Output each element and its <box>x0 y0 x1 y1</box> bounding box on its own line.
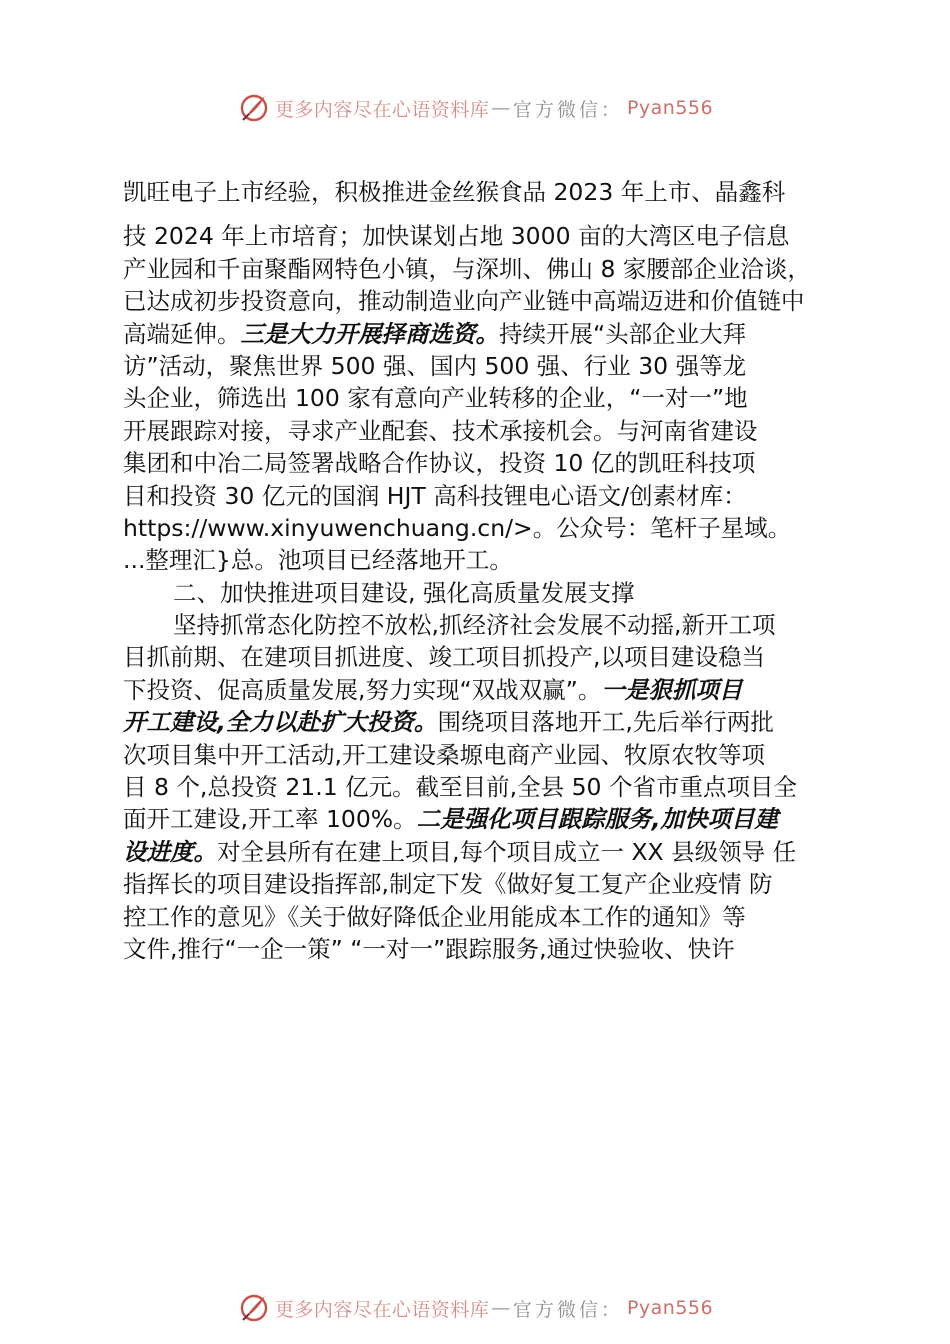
text-line <box>123 674 835 706</box>
text-run: 对全县所有在建上项目,每个项目成立一 XX 县级领导 任 <box>217 837 797 866</box>
emphasis-heading: 一是狠抓项目 <box>601 675 743 704</box>
text-line: 访”活动，聚焦世界 500 强、国内 500 强、行业 30 强等龙 <box>123 351 747 380</box>
text-run: 围绕项目落地开工,先后举行两批 <box>437 708 774 737</box>
text-line: ...整理汇}总。池项目已经落地开工。 <box>123 546 513 575</box>
text-line: 文件,推行“一企一策” “一对一”跟踪服务,通过快验收、快许 <box>123 934 735 963</box>
text-line: 坚持抓常态化防控不放松,抓经济社会发展不动摇,新开工项 <box>173 611 776 640</box>
banner-official-label: 官方微信： <box>512 98 623 121</box>
emphasis-heading: 三是大力开展择商选资。 <box>240 319 499 348</box>
text-line <box>123 803 835 835</box>
header-watermark-banner <box>0 88 950 128</box>
text-line: 控工作的意见》《关于做好降低企业用能成本工作的通知》等 <box>123 902 746 931</box>
url-text-line: https://www.xinyuwenchuang.cn/>。公众号：笔杆子星域。 <box>123 513 792 542</box>
emphasis-heading: 设进度。 <box>123 837 217 866</box>
text-line: 集团和中冶二局签署战略合作协议，投资 10 亿的凯旺科技项 <box>123 449 756 478</box>
banner-wechat-id: Pyan556 <box>626 97 714 119</box>
text-run: 面开工建设,开工率 100%。 <box>123 805 417 834</box>
banner-text: 更多内容尽在心语资料库 <box>274 1298 490 1321</box>
banner-text: 更多内容尽在心语资料库 <box>274 98 490 121</box>
text-line: 凯旺电子上市经验，积极推进金丝猴食品 2023 年上市、晶鑫科 <box>123 178 786 206</box>
text-line: 次项目集中开工活动,开工建设桑塬电商产业园、牧原农牧等项 <box>123 740 765 769</box>
text-line <box>123 836 835 868</box>
text-line: 目 8 个,总投资 21.1 亿元。截至目前,全县 50 个省市重点项目全 <box>123 773 797 802</box>
text-line: 目抓前期、在建项目抓进度、竣工项目抓投产,以项目建设稳当 <box>123 643 765 672</box>
banner-dash: — <box>491 1297 511 1319</box>
text-run: 高端延伸。 <box>123 319 241 348</box>
feather-pen-circle-icon <box>237 1291 271 1325</box>
text-run: 下投资、促高质量发展,努力实现“双战双赢”。 <box>123 675 602 704</box>
banner-wechat-id: Pyan556 <box>626 1297 714 1319</box>
text-line <box>123 318 835 350</box>
text-line: 指挥长的项目建设指挥部,制定下发《做好复工复产企业疫情 防 <box>123 870 773 899</box>
text-run: 持续开展“头部企业大拜 <box>499 319 747 348</box>
document-body <box>123 176 835 965</box>
text-line: 已达成初步投资意向，推动制造业向产业链中高端迈进和价值链中 <box>123 287 805 316</box>
text-line: 目和投资 30 亿元的国润 HJT 高科技锂电心语文/创素材库： <box>123 481 747 510</box>
emphasis-heading: 二是强化项目跟踪服务,加快项目建 <box>416 805 779 834</box>
feather-pen-circle-icon <box>237 91 271 125</box>
footer-watermark-banner <box>0 1288 950 1328</box>
section-heading: 二、加快推进项目建设, 强化高质量发展支撑 <box>173 578 635 607</box>
text-line: 开展跟踪对接，寻求产业配套、技术承接机会。与河南省建设 <box>123 416 758 445</box>
text-line: 产业园和千亩聚酯网特色小镇，与深圳、佛山 8 家腰部企业洽谈， <box>123 254 811 283</box>
banner-official-label: 官方微信： <box>512 1298 623 1321</box>
banner-dash: — <box>491 97 511 119</box>
emphasis-heading: 开工建设,全力以赴扩大投资。 <box>123 708 438 737</box>
text-line <box>123 706 835 738</box>
text-line: 头企业，筛选出 100 家有意向产业转移的企业，“一对一”地 <box>123 384 748 413</box>
text-line: 技 2024 年上市培育；加快谋划占地 3000 亩的大湾区电子信息 <box>123 222 790 251</box>
